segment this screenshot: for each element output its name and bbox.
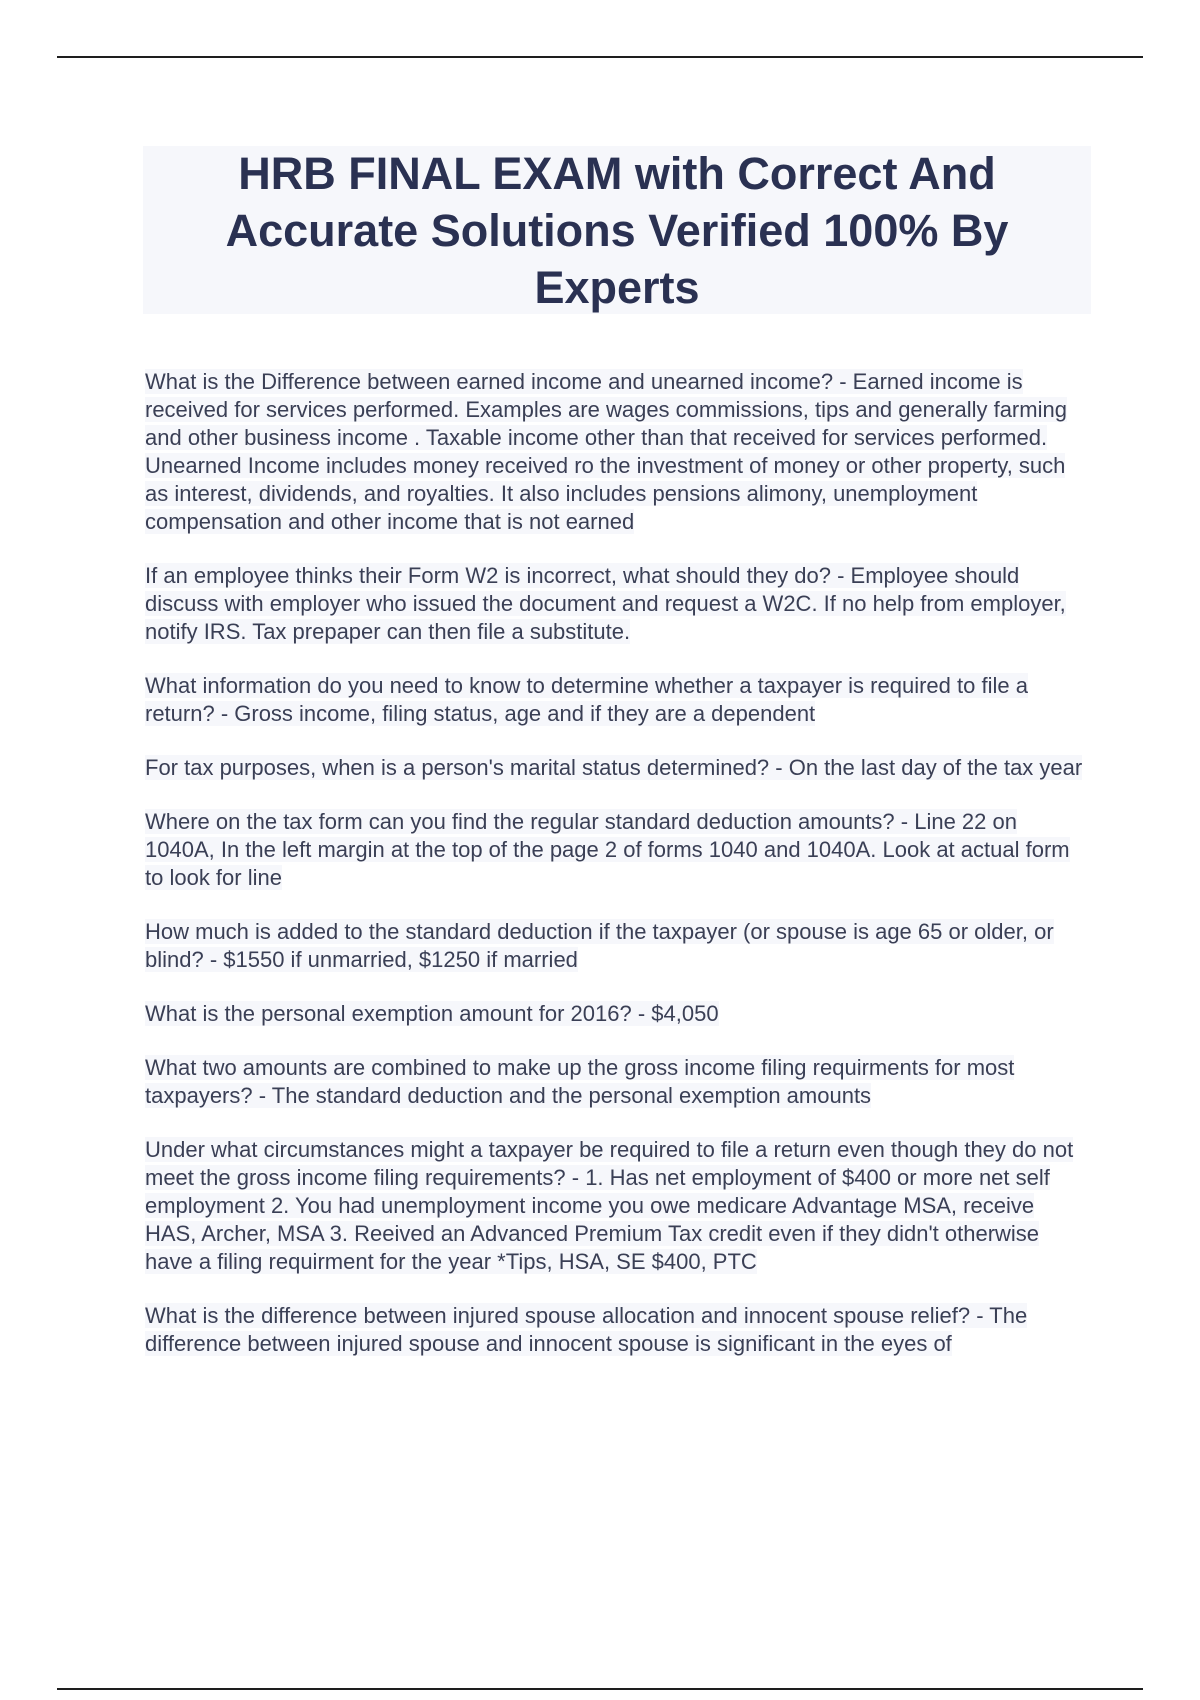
header-rule <box>57 56 1143 58</box>
document-title: HRB FINAL EXAM with Correct And Accurate Solutions Verified 100% By Experts <box>225 147 1009 313</box>
qa-text: What information do you need to know to determine whether a taxpayer is required to file a return? - Gross income, filing status, age and if they are a dependent <box>145 673 1028 726</box>
qa-text: Under what circumstances might a taxpayer be required to file a return even though they do not meet the gross income filing requirements? - 1. Has net employment of $400 or more net self employment 2. You had unemployment income you owe medicare Advantage MSA, receive HAS, Archer, MSA 3. Reeived an Advanced Premium Tax credit even if they didn't otherwise have a filing requirment for the year *Tips, HSA, SE $400, PTC <box>145 1137 1074 1274</box>
qa-paragraph <box>145 672 1090 728</box>
qa-paragraph <box>145 1054 1090 1110</box>
qa-text: What is the Difference between earned income and unearned income? - Earned income is received for services performed. Examples are wages commissions, tips and generally farming and other business income . Taxable income other than that received for services performed. Unearned Income includes money received ro the investment of money or other property, such as interest, dividends, and royalties. It also includes pensions alimony, unemployment compensation and other income that is not earned <box>145 369 1067 534</box>
qa-paragraph <box>145 1302 1090 1358</box>
qa-paragraph <box>145 1000 1090 1028</box>
qa-text: What is the difference between injured spouse allocation and innocent spouse relief? - The difference between injured spouse and innocent spouse is significant in the eyes of <box>145 1303 1028 1356</box>
qa-text: How much is added to the standard deduction if the taxpayer (or spouse is age 65 or older, or blind? - $1550 if unmarried, $1250 if married <box>145 919 1054 972</box>
qa-paragraph <box>145 368 1090 536</box>
footer-rule <box>57 1688 1143 1690</box>
qa-list <box>145 368 1090 1384</box>
qa-text: For tax purposes, when is a person's marital status determined? - On the last day of the tax year <box>145 755 1083 780</box>
qa-text: If an employee thinks their Form W2 is incorrect, what should they do? - Employee should discuss with employer who issued the document and request a W2C. If no help from employer, notify IRS. Tax prepaper can then file a substitute. <box>145 563 1066 644</box>
qa-paragraph <box>145 754 1090 782</box>
qa-paragraph <box>145 1136 1090 1276</box>
qa-text: Where on the tax form can you find the regular standard deduction amounts? - Line 22 on 1040A, In the left margin at the top of the page 2 of forms 1040 and 1040A. Look at actual form to look for line <box>145 809 1070 890</box>
qa-text: What two amounts are combined to make up the gross income filing requirments for most taxpayers? - The standard deduction and the personal exemption amounts <box>145 1055 1015 1108</box>
title-banner <box>143 146 1091 314</box>
qa-paragraph <box>145 562 1090 646</box>
qa-text: What is the personal exemption amount for 2016? - $4,050 <box>145 1001 719 1026</box>
qa-paragraph <box>145 808 1090 892</box>
qa-paragraph <box>145 918 1090 974</box>
